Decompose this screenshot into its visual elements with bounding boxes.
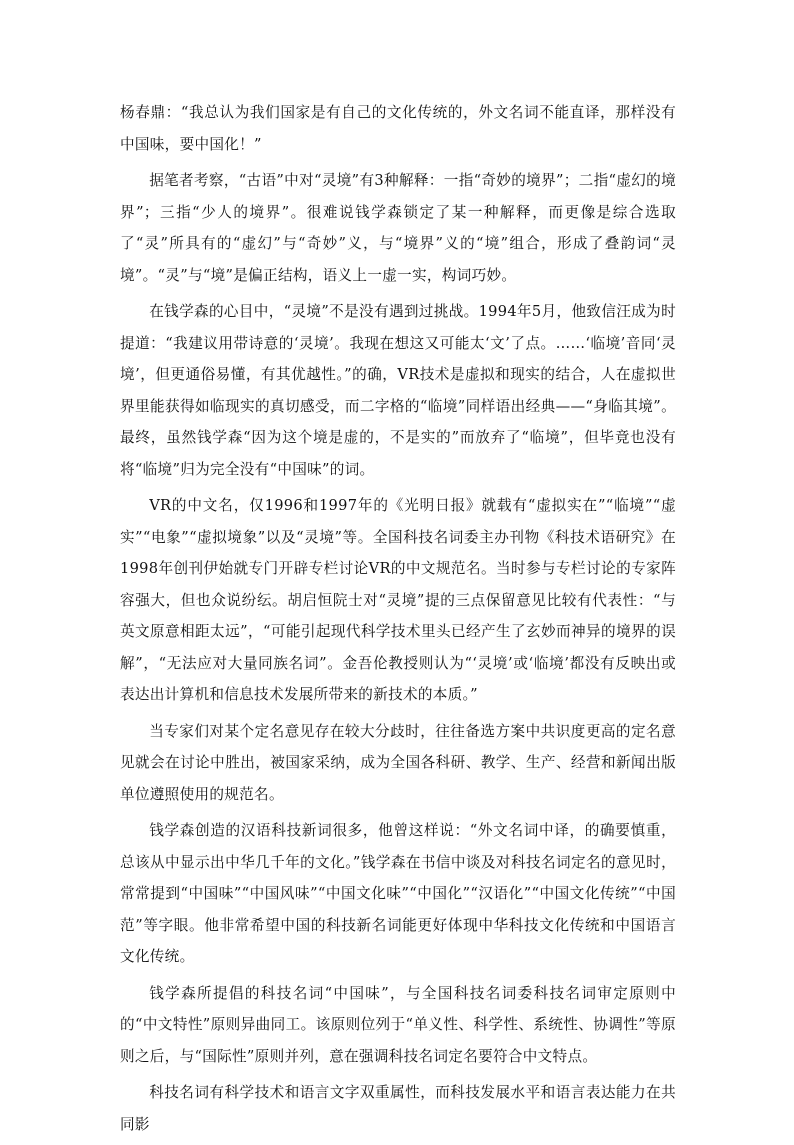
paragraph-2: 据笔者考察，“古语”中对“灵境”有3种解释：一指“奇妙的境界”；二指“虚幻的境界”；三指“少人的境界”。很难说钱学森锁定了某一种解释，而更像是综合选取了“灵”所具有的“虚幻”与“奇妙”义，与“境界”义的“境”组合，形成了叠韵词“灵境”。“灵”与“境”是偏正结构，语义上一虚一实，构词巧妙。 xyxy=(120,172,676,284)
paragraph-5: 当专家们对某个定名意见存在较大分歧时，往往备选方案中共识度更高的定名意见就会在讨论中胜出，被国家采纳，成为全国各科研、教学、生产、经营和新闻出版单位遵照使用的规范名。 xyxy=(120,722,676,803)
paragraph-1: 杨春鼎：“我总认为我们国家是有自己的文化传统的，外文名词不能直译，那样没有中国味，要中国化！” xyxy=(120,104,676,153)
paragraph-4: VR的中文名，仅1996和1997年的《光明日报》就载有“虚拟实在”“临境”“虚实”“电象”“虚拟境象”以及“灵境”等。全国科技名词委主办刊物《科技术语研究》在1998年创刊伊始就专门开辟专栏讨论VR的中文规范名。当时参与专栏讨论的专家阵容强大，但也众说纷纭。胡启恒院士对“灵境”提的三点保留意见比较有代表性：“与英文原意相距太远”，“可能引起现代科学技术里头已经产生了玄妙而神异的境界的误解”，“无法应对大量同族名词”。金吾伦教授则认为“‘灵境’或‘临境’都没有反映出或表达出计算机和信息技术发展所带来的新技术的本质。” xyxy=(120,497,676,703)
paragraph-6: 钱学森创造的汉语科技新词很多，他曾这样说：“外文名词中译，的确要慎重，总该从中显示出中华几千年的文化。”钱学森在书信中谈及对科技名词定名的意见时，常常提到“中国味”“中国风味”“中国文化味”“中国化”“汉语化”“中国文化传统”“中国范”等字眼。他非常希望中国的科技新名词能更好体现中华科技文化传统和中国语言文化传统。 xyxy=(120,822,676,965)
paragraph-3: 在钱学森的心目中，“灵境”不是没有遇到过挑战。1994年5月，他致信汪成为时提道：“我建议用带诗意的‘灵境’。我现在想这又可能太‘文’了点。……‘临境’音同‘灵境’，但更通俗易懂，有其优越性。”的确，VR技术是虚拟和现实的结合，人在虚拟世界里能获得如临现实的真切感受，而二字格的“临境”同样语出经典——“身临其境”。最终，虽然钱学森“因为这个境是虚的，不是实的”而放弃了“临境”，但毕竟也没有将“临境”归为完全没有“中国味”的词。 xyxy=(120,303,676,478)
paragraph-8: 科技名词有科学技术和语言文字双重属性，而科技发展水平和语言表达能力在共同影 xyxy=(120,1084,676,1133)
document-body xyxy=(120,97,676,1145)
paragraph-7: 钱学森所提倡的科技名词“中国味”，与全国科技名词委科技名词审定原则中的“中文特性”原则异曲同工。该原则位列于“单义性、科学性、系统性、协调性”等原则之后，与“国际性”原则并列，意在强调科技名词定名要符合中文特点。 xyxy=(120,984,676,1065)
